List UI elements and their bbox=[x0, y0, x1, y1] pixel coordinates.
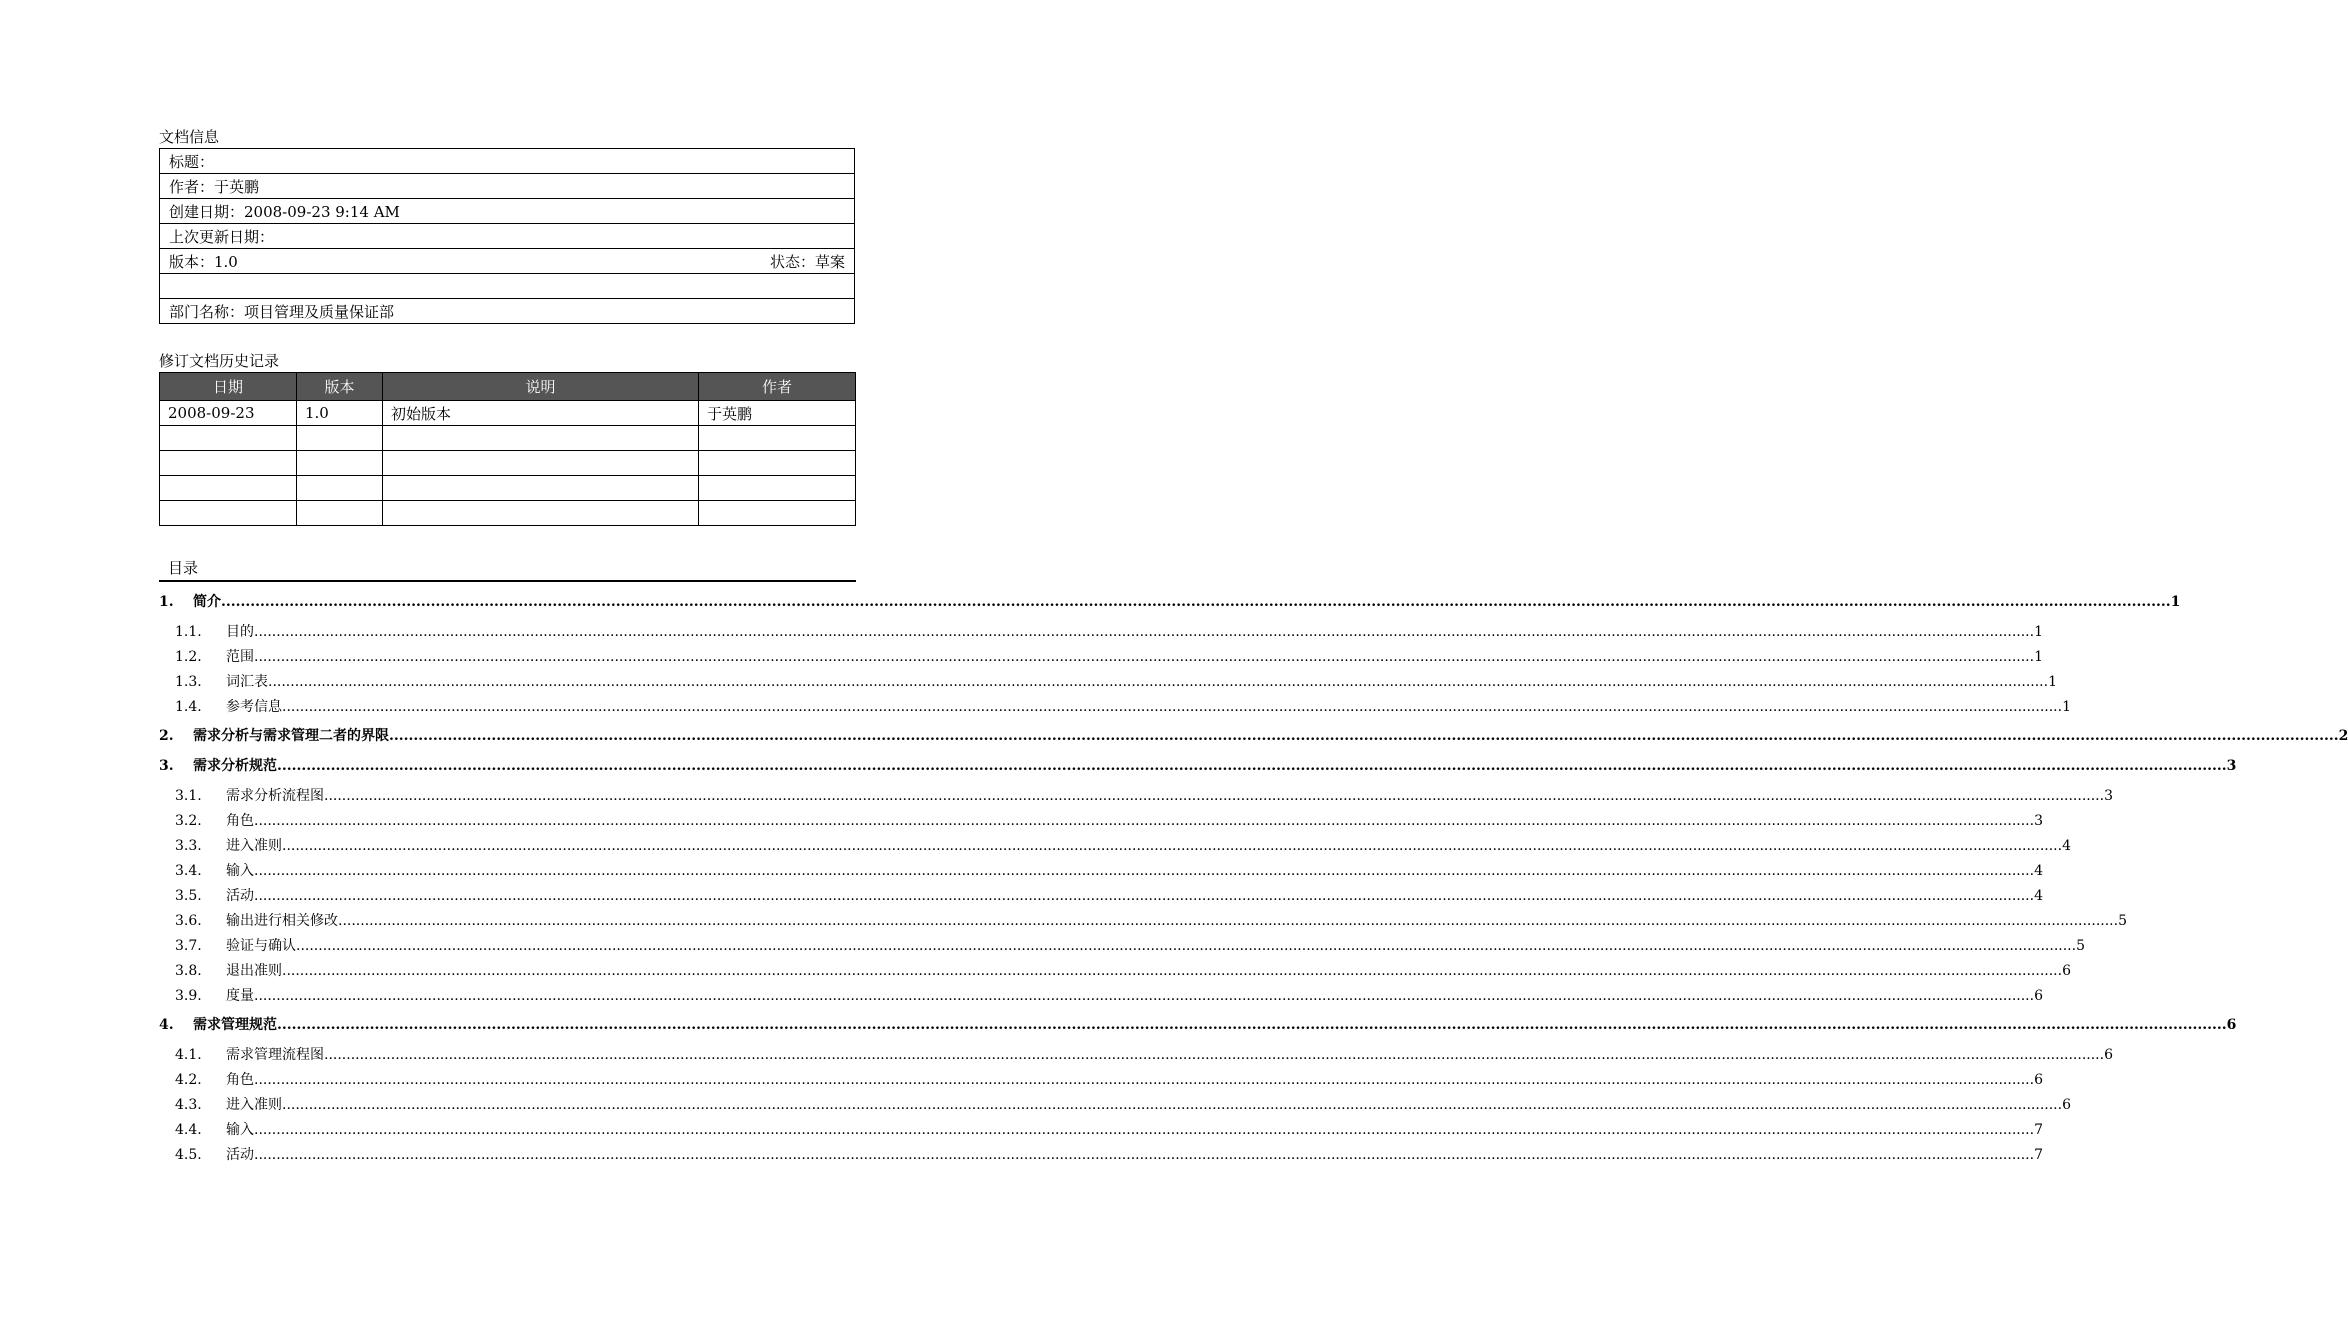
toc-entry[interactable] bbox=[159, 645, 2043, 670]
history-table bbox=[159, 372, 856, 526]
history-cell bbox=[383, 451, 699, 476]
history-header-cell: 作者 bbox=[699, 373, 856, 401]
toc-entry-label: 需求管理流程图 bbox=[226, 1047, 324, 1063]
toc-entry-number: 4.4. bbox=[175, 1122, 202, 1138]
toc-entry-number: 1. bbox=[159, 594, 174, 610]
toc-entry-page: 5 bbox=[2076, 938, 2085, 954]
toc-entry-label: 需求分析与需求管理二者的界限 bbox=[193, 728, 389, 744]
toc-entry-label: 输入 bbox=[226, 1122, 254, 1138]
history-header-cell: 日期 bbox=[160, 373, 297, 401]
toc-entry-number: 3.8. bbox=[175, 963, 202, 979]
toc-entry-label: 需求管理规范 bbox=[193, 1017, 277, 1033]
toc-entry-page: 6 bbox=[2062, 963, 2071, 979]
history-cell bbox=[297, 501, 383, 526]
toc-entry-page: 4 bbox=[2062, 838, 2071, 854]
toc-entry-page: 1 bbox=[2034, 624, 2043, 640]
table-row bbox=[160, 501, 856, 526]
toc-entry-page: 1 bbox=[2034, 649, 2043, 665]
table-row bbox=[160, 476, 856, 501]
toc-entry-page: 1 bbox=[2062, 699, 2071, 715]
toc-entry-page: 6 bbox=[2104, 1047, 2113, 1063]
toc-entry-label: 度量 bbox=[226, 988, 254, 1004]
toc-entry-number: 1.4. bbox=[175, 699, 202, 715]
history-cell: 1.0 bbox=[297, 401, 383, 426]
toc-entry-label: 进入准则 bbox=[226, 838, 282, 854]
created-date-field: 创建日期：2008-09-23 9:14 AM bbox=[160, 199, 855, 224]
history-cell bbox=[297, 451, 383, 476]
title-field: 标题： bbox=[160, 149, 855, 174]
toc-entry-number: 3.1. bbox=[175, 788, 202, 804]
table-row bbox=[160, 401, 856, 426]
toc-entry-page: 6 bbox=[2034, 988, 2043, 1004]
toc-entry-page: 4 bbox=[2034, 863, 2043, 879]
history-cell bbox=[297, 426, 383, 451]
toc-entry[interactable] bbox=[159, 590, 2181, 615]
toc-leader-dots: ................................................................................................................................................................................................................................................................................................................................................................................................................ bbox=[277, 1017, 2227, 1033]
toc-entry-number: 3.2. bbox=[175, 813, 202, 829]
toc-entry-number: 3.3. bbox=[175, 838, 202, 854]
toc-leader-dots: ................................................................................................................................................................................................................................................................................................................................................................................................................ bbox=[282, 699, 2063, 715]
toc-entry-page: 1 bbox=[2170, 594, 2181, 610]
toc-leader-dots: ................................................................................................................................................................................................................................................................................................................................................................................................................ bbox=[254, 863, 2035, 879]
history-cell: 2008-09-23 bbox=[160, 401, 297, 426]
history-cell bbox=[160, 426, 297, 451]
toc-entry[interactable] bbox=[159, 834, 2071, 859]
toc-entry-number: 1.3. bbox=[175, 674, 202, 690]
toc-entry-number: 4.3. bbox=[175, 1097, 202, 1113]
toc-entry[interactable] bbox=[159, 670, 2057, 695]
toc-entry-number: 4.2. bbox=[175, 1072, 202, 1088]
history-cell: 初始版本 bbox=[383, 401, 699, 426]
toc-entry-page: 4 bbox=[2034, 888, 2043, 904]
toc-leader-dots: ................................................................................................................................................................................................................................................................................................................................................................................................................ bbox=[282, 963, 2063, 979]
toc-entry[interactable] bbox=[159, 984, 2043, 1009]
toc-entry-label: 词汇表 bbox=[226, 674, 268, 690]
toc-entry-label: 需求分析规范 bbox=[193, 758, 277, 774]
toc-entry-page: 5 bbox=[2118, 913, 2127, 929]
toc-entry-number: 3.5. bbox=[175, 888, 202, 904]
toc-entry-label: 进入准则 bbox=[226, 1097, 282, 1113]
history-cell bbox=[699, 426, 856, 451]
toc-entry-number: 3.4. bbox=[175, 863, 202, 879]
toc-entry-label: 目的 bbox=[226, 624, 254, 640]
toc-entry-page: 6 bbox=[2062, 1097, 2071, 1113]
toc-entry-page: 6 bbox=[2034, 1072, 2043, 1088]
toc-entry-page: 7 bbox=[2034, 1147, 2043, 1163]
toc-leader-dots: ................................................................................................................................................................................................................................................................................................................................................................................................................ bbox=[296, 938, 2077, 954]
history-cell: 于英鹏 bbox=[699, 401, 856, 426]
toc-entry-label: 角色 bbox=[226, 813, 254, 829]
toc-leader-dots: ................................................................................................................................................................................................................................................................................................................................................................................................................ bbox=[324, 1047, 2105, 1063]
toc-entry[interactable] bbox=[159, 909, 2127, 934]
toc-entry[interactable] bbox=[159, 784, 2113, 809]
toc-leader-dots: ................................................................................................................................................................................................................................................................................................................................................................................................................ bbox=[338, 913, 2119, 929]
history-cell bbox=[160, 501, 297, 526]
doc-info-title: 文档信息 bbox=[159, 128, 220, 146]
history-cell bbox=[699, 451, 856, 476]
toc-leader-dots: ................................................................................................................................................................................................................................................................................................................................................................................................................ bbox=[254, 888, 2035, 904]
history-cell bbox=[297, 476, 383, 501]
toc-leader-dots: ................................................................................................................................................................................................................................................................................................................................................................................................................ bbox=[254, 624, 2035, 640]
toc-entry[interactable] bbox=[159, 695, 2071, 720]
toc-entry-number: 4.1. bbox=[175, 1047, 202, 1063]
history-header-cell: 版本 bbox=[297, 373, 383, 401]
history-cell bbox=[383, 476, 699, 501]
toc-leader-dots: ................................................................................................................................................................................................................................................................................................................................................................................................................ bbox=[277, 758, 2227, 774]
toc-entry-number: 3.6. bbox=[175, 913, 202, 929]
toc-entry-number: 1.1. bbox=[175, 624, 202, 640]
toc-leader-dots: ................................................................................................................................................................................................................................................................................................................................................................................................................ bbox=[282, 1097, 2063, 1113]
history-cell bbox=[160, 451, 297, 476]
table-row bbox=[160, 451, 856, 476]
toc-entry-page: 3 bbox=[2104, 788, 2113, 804]
doc-info-table bbox=[159, 148, 855, 324]
toc-entry-number: 3.7. bbox=[175, 938, 202, 954]
blank-row bbox=[160, 274, 855, 299]
toc-entry[interactable] bbox=[159, 724, 2348, 749]
document-page bbox=[159, 126, 2348, 1168]
toc-entry-number: 1.2. bbox=[175, 649, 202, 665]
toc-entry-label: 简介 bbox=[193, 594, 221, 610]
toc-title: 目录 bbox=[159, 556, 856, 582]
history-cell bbox=[383, 501, 699, 526]
toc-entry-number: 3.9. bbox=[175, 988, 202, 1004]
toc-entry[interactable] bbox=[159, 1043, 2113, 1068]
toc-entry-number: 3. bbox=[159, 758, 174, 774]
history-cell bbox=[160, 476, 297, 501]
toc-entry[interactable] bbox=[159, 934, 2085, 959]
toc-entry[interactable] bbox=[159, 859, 2043, 884]
table-row bbox=[160, 426, 856, 451]
toc-entry[interactable] bbox=[159, 884, 2043, 909]
history-title: 修订文档历史记录 bbox=[159, 352, 280, 370]
toc-leader-dots: ................................................................................................................................................................................................................................................................................................................................................................................................................ bbox=[254, 649, 2035, 665]
toc-entry-page: 3 bbox=[2226, 758, 2237, 774]
toc-entry-number: 4.5. bbox=[175, 1147, 202, 1163]
toc-entry-label: 输入 bbox=[226, 863, 254, 879]
toc-leader-dots: ................................................................................................................................................................................................................................................................................................................................................................................................................ bbox=[282, 838, 2063, 854]
toc-entry[interactable] bbox=[159, 1093, 2071, 1118]
toc-entry[interactable] bbox=[159, 1143, 2043, 1168]
toc-entry[interactable] bbox=[159, 959, 2071, 984]
table-of-contents bbox=[159, 590, 2348, 1168]
toc-entry[interactable] bbox=[159, 809, 2043, 834]
toc-entry[interactable] bbox=[159, 1013, 2237, 1038]
toc-entry-number: 4. bbox=[159, 1017, 174, 1033]
toc-entry-label: 需求分析流程图 bbox=[226, 788, 324, 804]
updated-date-field: 上次更新日期： bbox=[160, 224, 855, 249]
toc-entry-label: 参考信息 bbox=[226, 699, 282, 715]
toc-entry-label: 验证与确认 bbox=[226, 938, 296, 954]
toc-leader-dots: ................................................................................................................................................................................................................................................................................................................................................................................................................ bbox=[389, 728, 2339, 744]
history-header-cell: 说明 bbox=[383, 373, 699, 401]
author-field: 作者：于英鹏 bbox=[160, 174, 855, 199]
status-field: 状态：草案 bbox=[769, 252, 845, 271]
toc-entry-label: 范围 bbox=[226, 649, 254, 665]
toc-entry[interactable] bbox=[159, 1068, 2043, 1093]
history-cell bbox=[383, 426, 699, 451]
toc-entry-page: 7 bbox=[2034, 1122, 2043, 1138]
toc-entry[interactable] bbox=[159, 620, 2043, 645]
toc-leader-dots: ................................................................................................................................................................................................................................................................................................................................................................................................................ bbox=[254, 1072, 2035, 1088]
version-row bbox=[160, 249, 855, 274]
toc-entry[interactable] bbox=[159, 754, 2237, 779]
toc-leader-dots: ................................................................................................................................................................................................................................................................................................................................................................................................................ bbox=[254, 988, 2035, 1004]
toc-leader-dots: ................................................................................................................................................................................................................................................................................................................................................................................................................ bbox=[254, 1147, 2035, 1163]
toc-entry-page: 3 bbox=[2034, 813, 2043, 829]
toc-entry-label: 角色 bbox=[226, 1072, 254, 1088]
toc-entry-page: 1 bbox=[2048, 674, 2057, 690]
toc-leader-dots: ................................................................................................................................................................................................................................................................................................................................................................................................................ bbox=[221, 594, 2171, 610]
toc-leader-dots: ................................................................................................................................................................................................................................................................................................................................................................................................................ bbox=[254, 813, 2035, 829]
version-field: 版本：1.0 bbox=[169, 252, 238, 271]
history-cell bbox=[699, 476, 856, 501]
toc-entry-page: 2 bbox=[2338, 728, 2348, 744]
toc-entry-label: 退出准则 bbox=[226, 963, 282, 979]
toc-entry-label: 活动 bbox=[226, 1147, 254, 1163]
toc-leader-dots: ................................................................................................................................................................................................................................................................................................................................................................................................................ bbox=[324, 788, 2105, 804]
history-cell bbox=[699, 501, 856, 526]
toc-leader-dots: ................................................................................................................................................................................................................................................................................................................................................................................................................ bbox=[254, 1122, 2035, 1138]
toc-entry-page: 6 bbox=[2226, 1017, 2237, 1033]
toc-entry-number: 2. bbox=[159, 728, 174, 744]
department-field: 部门名称：项目管理及质量保证部 bbox=[160, 299, 855, 324]
toc-leader-dots: ................................................................................................................................................................................................................................................................................................................................................................................................................ bbox=[268, 674, 2049, 690]
toc-entry-label: 输出进行相关修改 bbox=[226, 913, 338, 929]
toc-entry-label: 活动 bbox=[226, 888, 254, 904]
toc-entry[interactable] bbox=[159, 1118, 2043, 1143]
